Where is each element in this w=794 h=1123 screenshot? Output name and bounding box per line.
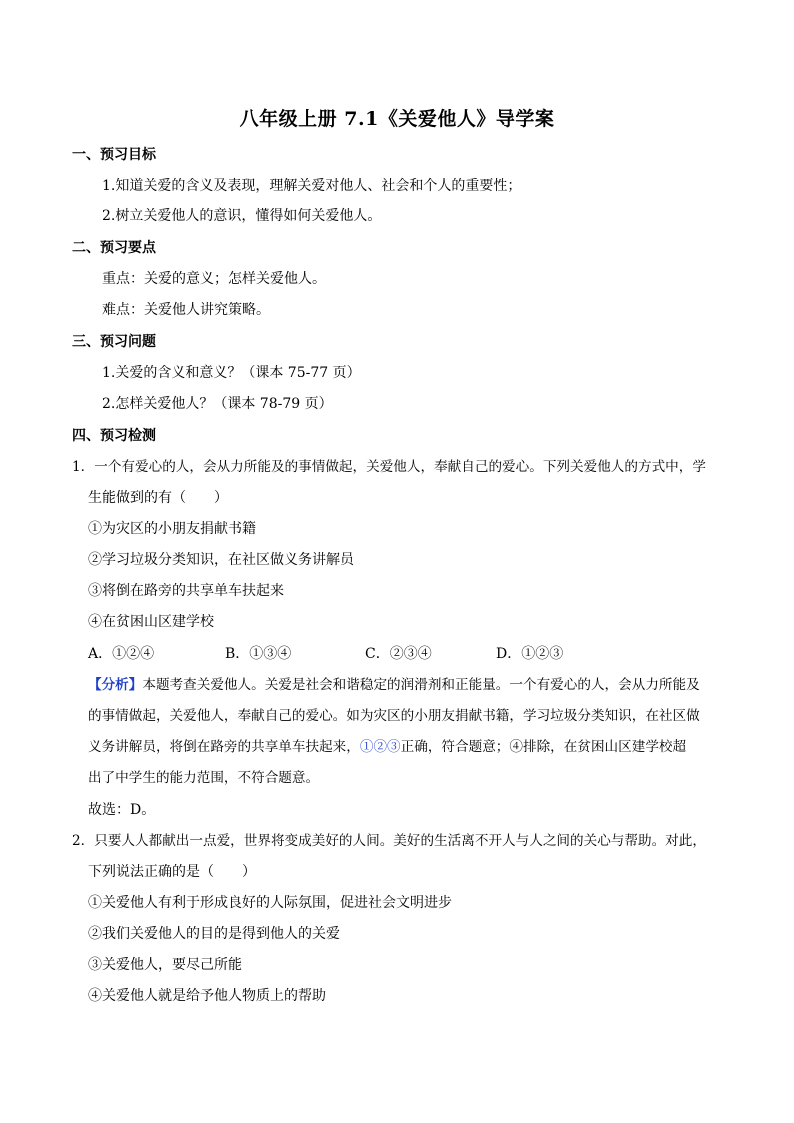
q2-choice-3: ③关爱他人，要尽己所能 [88,957,242,973]
objective-item-1: 1.知道关爱的含义及表现，理解关爱对他人、社会和个人的重要性； [102,178,522,194]
analysis-text-1: 本题考查关爱他人。关爱是社会和谐稳定的润滑剂和正能量。一个有爱心的人，会从力所能及 [142,677,700,693]
q1-options [88,644,708,664]
q2-choice-2: ②我们关爱他人的目的是得到他人的关爱 [88,926,340,942]
q1-choice-4: ④在贫困山区建学校 [88,614,214,630]
q1-analysis-line-2: 的事情做起，关爱他人，奉献自己的爱心。如为灾区的小朋友捐献书籍，学习垃圾分类知识，在社区做 [88,708,700,724]
q1-analysis-line-3 [88,737,686,757]
section-heading-questions: 三、预习问题 [72,334,156,350]
q1-stem-line-1: 1．一个有爱心的人，会从力所能及的事情做起，关爱他人，奉献自己的爱心。下列关爱他人的方式中，学 [72,459,706,475]
q1-analysis-line-4: 出了中学生的能力范围，不符合题意。 [88,770,320,786]
q1-choice-2: ②学习垃圾分类知识，在社区做义务讲解员 [88,552,354,568]
q1-option-c: C．②③④ [365,646,432,662]
preview-question-1: 1.关爱的含义和意义？（课本 75-77 页） [102,365,361,381]
analysis-highlight: ①②③ [359,739,401,755]
q1-choice-1: ①为灾区的小朋友捐献书籍 [88,521,256,537]
section-heading-key-points: 二、预习要点 [72,240,156,256]
q1-option-a: A．①②④ [88,646,155,662]
q2-choice-4: ④关爱他人就是给予他人物质上的帮助 [88,988,326,1004]
q1-answer: 故选：D。 [88,802,156,818]
q1-choice-3: ③将倒在路旁的共享单车扶起来 [88,583,284,599]
key-point-difficulty: 难点：关爱他人讲究策略。 [102,302,270,318]
q1-option-d: D．①②③ [496,646,564,662]
analysis-tag: 【分析】 [88,677,143,693]
key-point-focus: 重点：关爱的意义；怎样关爱他人。 [102,271,326,287]
q1-analysis-line-1 [88,675,700,695]
section-heading-objectives: 一、预习目标 [72,147,156,163]
analysis-text-3c: 正确，符合题意；④排除，在贫困山区建学校超 [400,739,687,755]
section-heading-check: 四、预习检测 [72,428,156,444]
q2-choice-1: ①关爱他人有利于形成良好的人际氛围，促进社会文明进步 [88,895,452,911]
analysis-text-3a: 义务讲解员，将倒在路旁的共享单车扶起来， [88,739,360,755]
q1-stem-line-2: 生能做到的有（ ） [88,490,228,506]
q1-option-b: B．①③④ [225,646,292,662]
q2-stem-line-1: 2．只要人人都献出一点爱，世界将变成美好的人间。美好的生活离不开人与人之间的关心与帮助。对此， [72,833,706,849]
objective-item-2: 2.树立关爱他人的意识，懂得如何关爱他人。 [102,208,382,224]
q2-stem-line-2: 下列说法正确的是（ ） [88,864,256,880]
preview-question-2: 2.怎样关爱他人？（课本 78-79 页） [102,396,333,412]
page-title: 八年级上册 7.1《关爱他人》导学案 [239,108,555,130]
